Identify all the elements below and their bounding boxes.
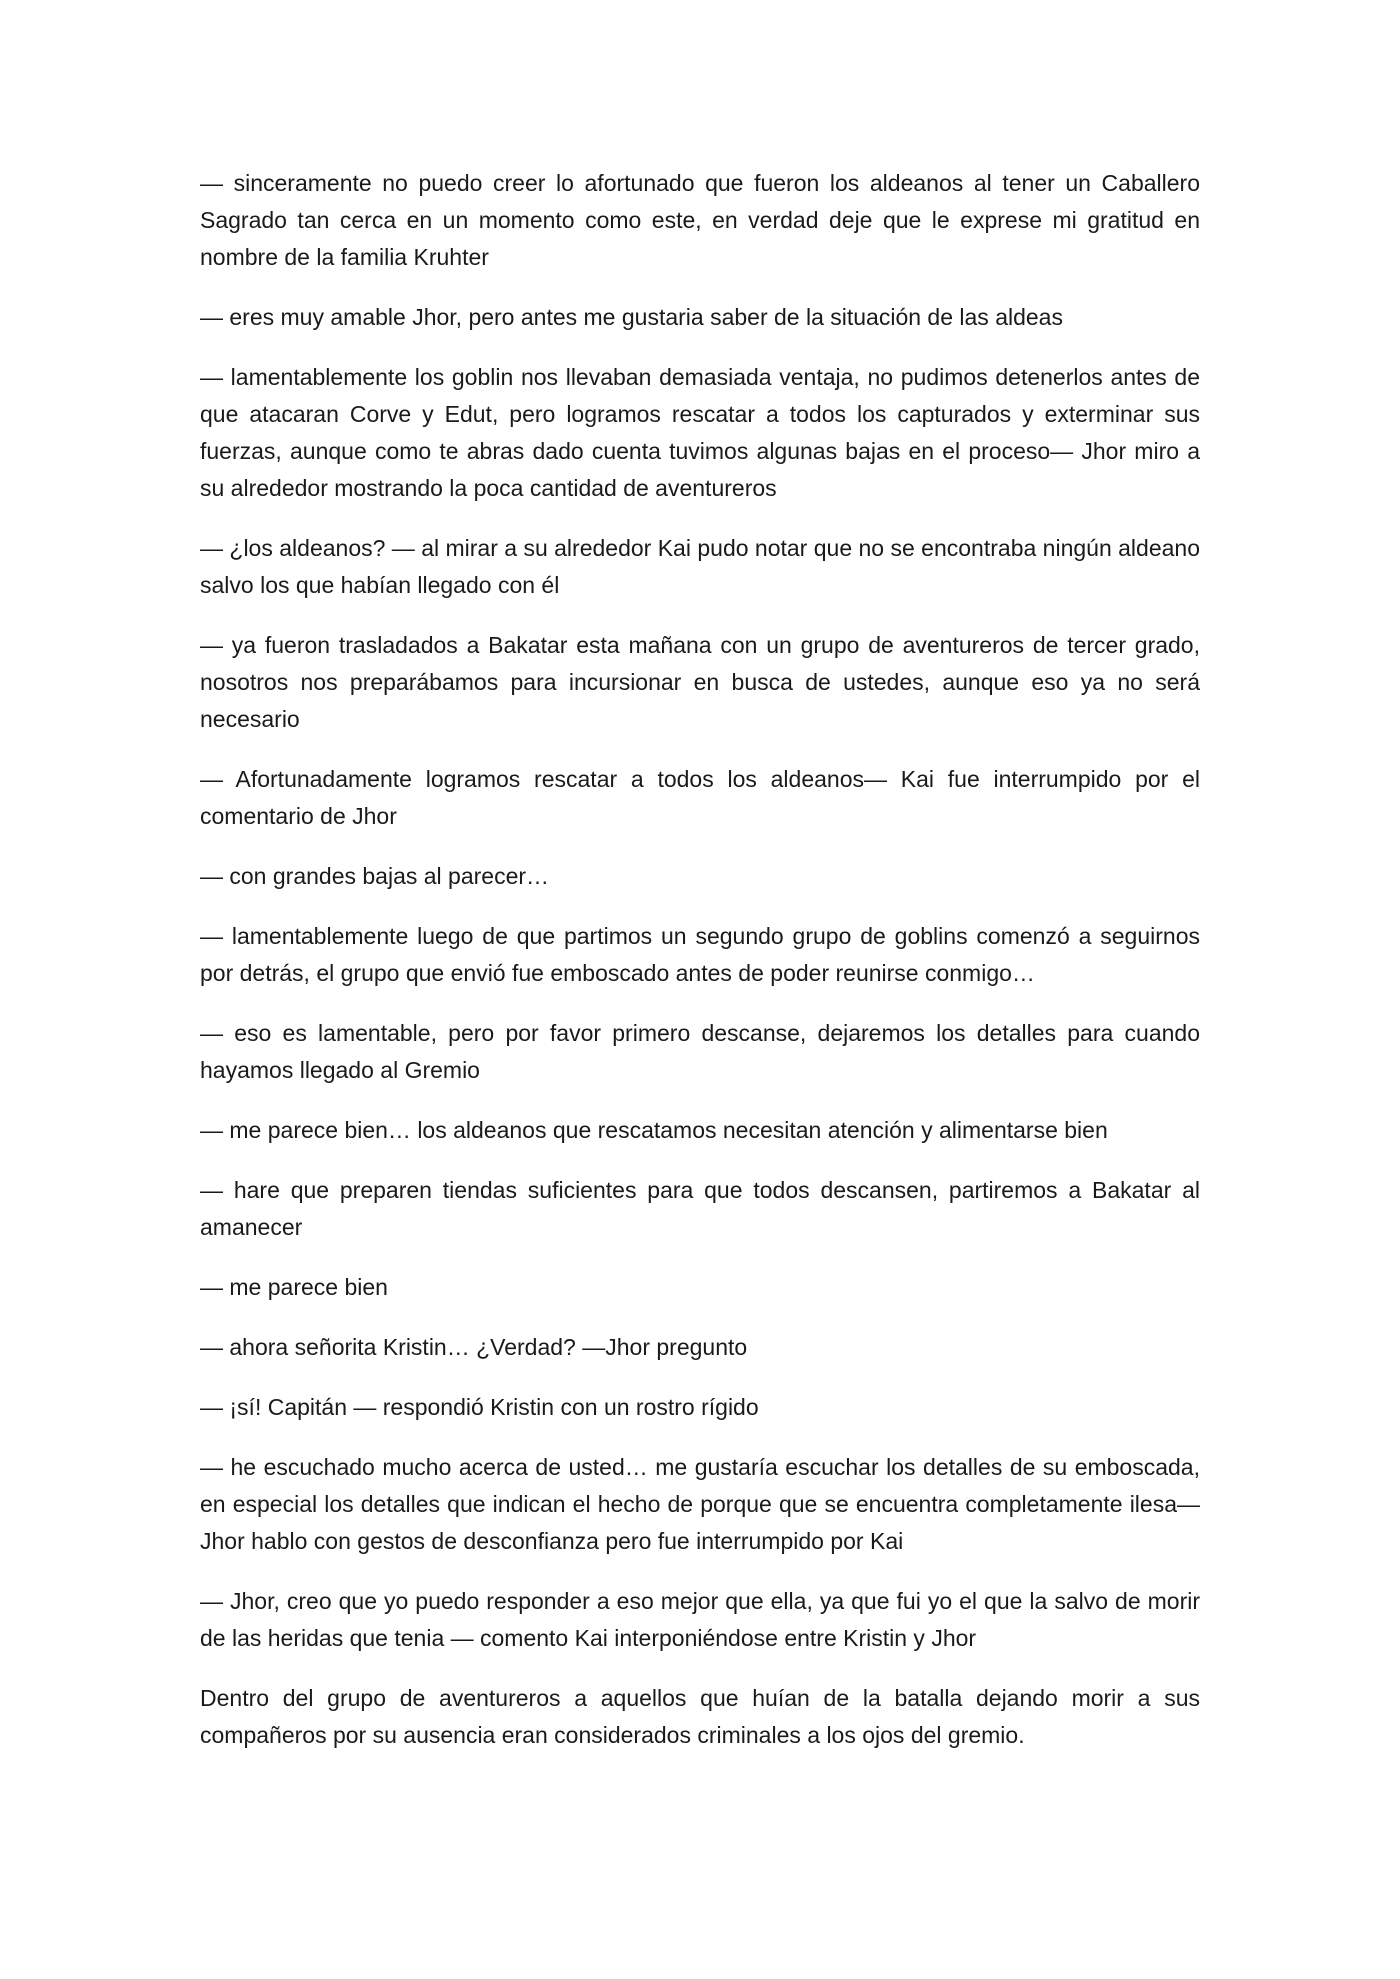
paragraph: — con grandes bajas al parecer… — [200, 863, 550, 889]
paragraph: — ahora señorita Kristin… ¿Verdad? —Jhor pregunto — [200, 1334, 748, 1360]
paragraph: — eso es lamentable, pero por favor primero descanse, dejaremos los detalles para cuando hayamos llegado al Gremio — [200, 1020, 1200, 1083]
paragraph: — me parece bien — [200, 1274, 388, 1300]
paragraph: Dentro del grupo de aventureros a aquellos que huían de la batalla dejando morir a sus compañeros por su ausencia eran considerados criminales a los ojos del gremio. — [200, 1685, 1200, 1748]
paragraph: — Jhor, creo que yo puedo responder a eso mejor que ella, ya que fui yo el que la salvo de morir de las heridas que tenia — comento Kai interponiéndose entre Kristin y Jhor — [200, 1588, 1200, 1651]
paragraph: — eres muy amable Jhor, pero antes me gustaria saber de la situación de las aldeas — [200, 304, 1063, 330]
paragraph: — lamentablemente los goblin nos llevaban demasiada ventaja, no pudimos detenerlos antes de que atacaran Corve y Edut, pero logramos rescatar a todos los capturados y exterminar sus fuerzas, aunque como te abras dado cuenta tuvimos algunas bajas en el proceso— Jhor miro a su alrededor mostrando la poca cantidad de aventureros — [200, 364, 1200, 501]
paragraph: — sinceramente no puedo creer lo afortunado que fueron los aldeanos al tener un Caballero Sagrado tan cerca en un momento como este, en verdad deje que le exprese mi gratitud en nombre de la familia Kruhter — [200, 170, 1200, 270]
paragraph: — Afortunadamente logramos rescatar a todos los aldeanos— Kai fue interrumpido por el comentario de Jhor — [200, 766, 1200, 829]
paragraph: — me parece bien… los aldeanos que rescatamos necesitan atención y alimentarse bien — [200, 1117, 1108, 1143]
paragraph: — hare que preparen tiendas suficientes para que todos descansen, partiremos a Bakatar al amanecer — [200, 1177, 1200, 1240]
paragraph: — ¿los aldeanos? — al mirar a su alrededor Kai pudo notar que no se encontraba ningún aldeano salvo los que habían llegado con él — [200, 535, 1200, 598]
paragraph: — lamentablemente luego de que partimos un segundo grupo de goblins comenzó a seguirnos por detrás, el grupo que envió fue emboscado antes de poder reunirse conmigo… — [200, 923, 1200, 986]
paragraph: — ya fueron trasladados a Bakatar esta mañana con un grupo de aventureros de tercer grado, nosotros nos preparábamos para incursionar en busca de ustedes, aunque eso ya no será necesario — [200, 632, 1200, 732]
paragraph: — he escuchado mucho acerca de usted… me gustaría escuchar los detalles de su emboscada, en especial los detalles que indican el hecho de porque que se encuentra completamente ilesa— Jhor hablo con gestos de desconfianza pero fue interrumpido por Kai — [200, 1454, 1200, 1554]
document-body — [200, 165, 1200, 1777]
paragraph: — ¡sí! Capitán — respondió Kristin con un rostro rígido — [200, 1394, 759, 1420]
